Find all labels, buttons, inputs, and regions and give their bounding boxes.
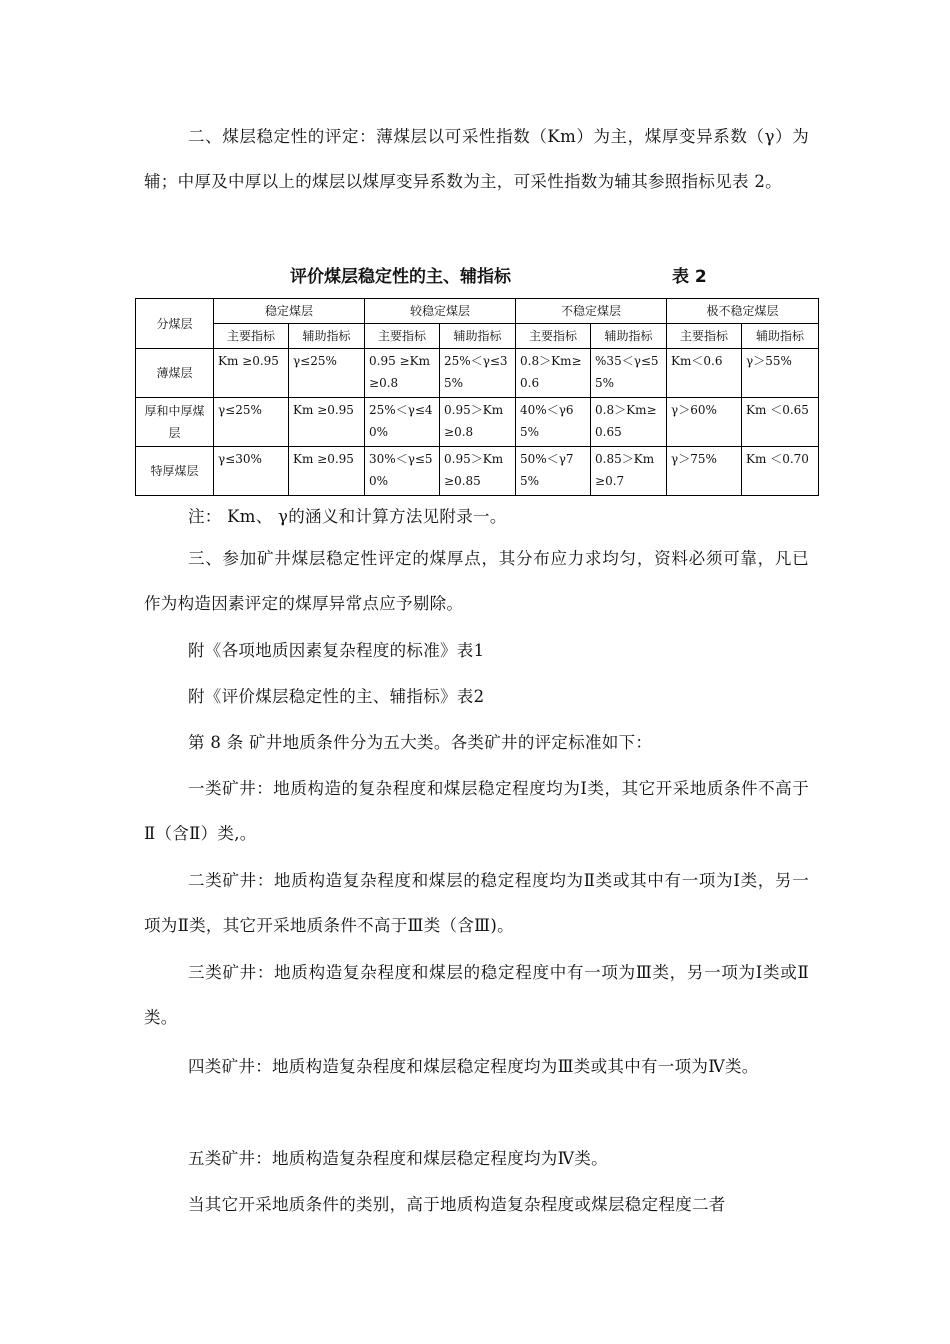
table-cell: γ＞75%	[667, 447, 742, 496]
attachment-2: 附《评价煤层稳定性的主、辅指标》表2	[188, 687, 485, 706]
table-cell: %35＜γ≤55%	[591, 349, 667, 398]
row-header-cell: 分煤层	[136, 299, 214, 349]
sub-header-aux: 辅助指标	[591, 324, 667, 349]
group-header-very-unstable: 极不稳定煤层	[667, 299, 819, 324]
table-cell: 0.8＞Km≥0.6	[516, 349, 591, 398]
mine-class-1: 一类矿井：地质构造的复杂程度和煤层稳定程度均为Ⅰ类，其它开采地质条件不高于Ⅱ（含Ⅱ）类,。	[144, 779, 809, 843]
table-cell: 25%＜γ≤40%	[365, 398, 440, 447]
table-cell: 0.85＞Km≥0.7	[591, 447, 667, 496]
group-header-unstable: 不稳定煤层	[516, 299, 667, 324]
sub-header-aux: 辅助指标	[742, 324, 819, 349]
table-number: 表 2	[672, 267, 707, 287]
table-cell: γ＞60%	[667, 398, 742, 447]
table-cell: 25%＜γ≤35%	[440, 349, 516, 398]
stability-index-table	[135, 298, 819, 496]
table-cell: γ＞55%	[742, 349, 819, 398]
sub-header-aux: 辅助指标	[440, 324, 516, 349]
table-cell: Km ≥0.95	[289, 398, 365, 447]
table-cell: γ≤25%	[289, 349, 365, 398]
table-cell: 30%＜γ≤50%	[365, 447, 440, 496]
table-cell: γ≤30%	[214, 447, 289, 496]
table-row	[136, 349, 819, 398]
sub-header-main: 主要指标	[214, 324, 289, 349]
table-cell: Km ＜0.70	[742, 447, 819, 496]
paragraph-coal-stability: 二、煤层稳定性的评定：薄煤层以可采性指数（Km）为主，煤厚变异系数（γ）为辅；中厚及中厚以上的煤层以煤厚变异系数为主，可采性指数为辅其参照指标见表 2。	[144, 127, 809, 191]
sub-header-main: 主要指标	[365, 324, 440, 349]
table-cell: 0.95 ≥Km≥0.8	[365, 349, 440, 398]
table-row	[136, 447, 819, 496]
table-cell: γ≤25%	[214, 398, 289, 447]
sub-header-main: 主要指标	[516, 324, 591, 349]
sub-header-aux: 辅助指标	[289, 324, 365, 349]
mine-class-5: 五类矿井：地质构造复杂程度和煤层稳定程度均为Ⅳ类。	[188, 1149, 608, 1168]
table-title: 评价煤层稳定性的主、辅指标	[290, 267, 511, 287]
group-header-fairly-stable: 较稳定煤层	[365, 299, 516, 324]
article-8: 第 8 条 矿井地质条件分为五大类。各类矿井的评定标准如下：	[188, 733, 653, 752]
table-note: 注： Km、 γ的涵义和计算方法见附录一。	[188, 507, 507, 526]
paragraph-thickness-points: 三、参加矿井煤层稳定性评定的煤厚点，其分布应力求均匀，资料必须可靠，凡已作为构造因素评定的煤厚异常点应予剔除。	[144, 549, 809, 613]
table-cell: Km ≥0.95	[214, 349, 289, 398]
table-cell: 0.95＞Km≥0.8	[440, 398, 516, 447]
row-name: 厚和中厚煤层	[136, 398, 214, 447]
table-cell: 0.95＞Km≥0.85	[440, 447, 516, 496]
group-header-stable: 稳定煤层	[214, 299, 365, 324]
row-name: 特厚煤层	[136, 447, 214, 496]
table-cell: Km＜0.6	[667, 349, 742, 398]
table-cell: Km ≥0.95	[289, 447, 365, 496]
closing-paragraph: 当其它开采地质条件的类别，高于地质构造复杂程度或煤层稳定程度二者	[188, 1195, 726, 1214]
table-cell: 50%＜γ75%	[516, 447, 591, 496]
table-cell: Km ＜0.65	[742, 398, 819, 447]
row-name: 薄煤层	[136, 349, 214, 398]
attachment-1: 附《各项地质因素复杂程度的标准》表1	[188, 641, 485, 660]
table-cell: 40%＜γ65%	[516, 398, 591, 447]
table-cell: 0.8＞Km≥0.65	[591, 398, 667, 447]
mine-class-4: 四类矿井：地质构造复杂程度和煤层稳定程度均为Ⅲ类或其中有一项为Ⅳ类。	[188, 1057, 759, 1076]
table-row	[136, 398, 819, 447]
mine-class-3: 三类矿井：地质构造复杂程度和煤层的稳定程度中有一项为Ⅲ类，另一项为Ⅰ类或Ⅱ类。	[144, 963, 809, 1027]
mine-class-2: 二类矿井：地质构造复杂程度和煤层的稳定程度均为Ⅱ类或其中有一项为Ⅰ类，另一项为Ⅱ类，其它开采地质条件不高于Ⅲ类（含Ⅲ)。	[144, 871, 809, 935]
sub-header-main: 主要指标	[667, 324, 742, 349]
